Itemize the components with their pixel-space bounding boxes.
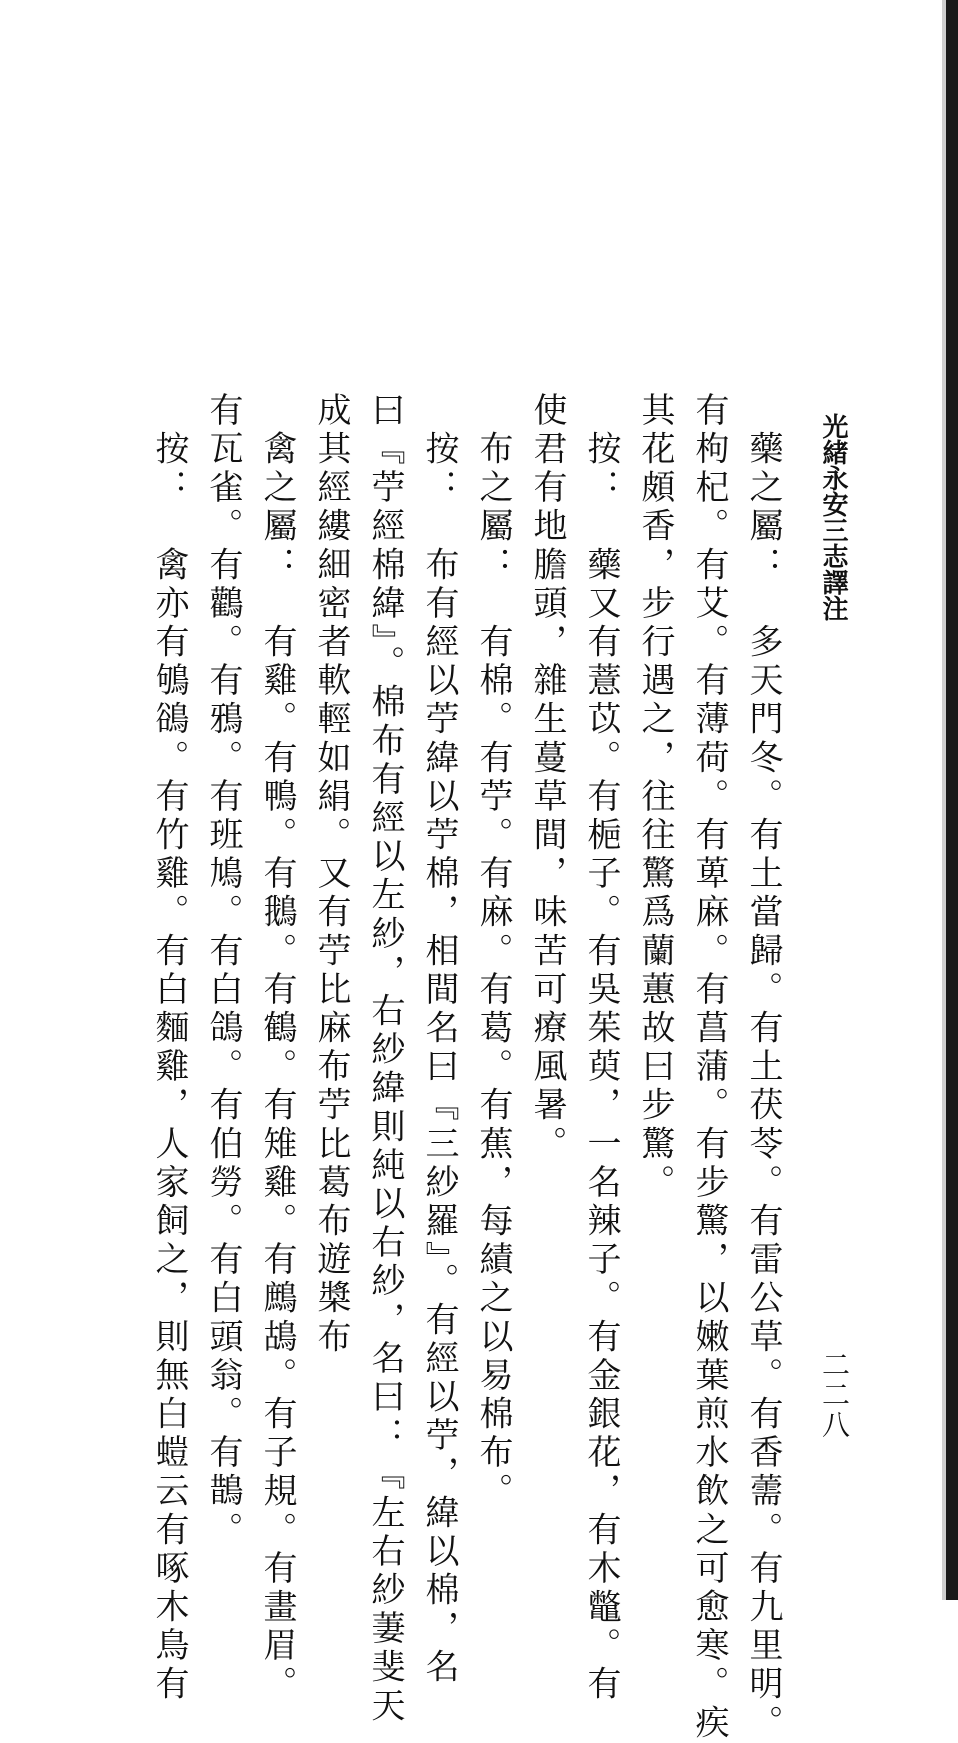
page-number: 二二八 <box>818 1350 851 1440</box>
text-column: 按： 藥又有薏苡。有梔子。有吳茱萸，一名辣子。有金銀花，有木鼈。有 <box>581 392 621 1705</box>
text-column: 按： 禽亦有鴝鵒。有竹雞。有白麵雞，人家飼之，則無白螘云有啄木鳥有 <box>149 392 189 1705</box>
text-column: 其花頗香，步行遇之，往往驚爲蘭蕙故曰步驚。 <box>635 392 675 1203</box>
text-column: 布之屬： 有棉。有苧。有麻。有葛。有蕉，每績之以易棉布。 <box>473 392 513 1512</box>
text-column: 曰『苧經棉緯』。棉布有經以左紗，右紗緯則純以右紗，名曰：『左右紗萋斐天 <box>365 392 405 1726</box>
book-title-header: 光緒永安三志譯注 <box>818 413 848 621</box>
text-column: 藥之屬： 多天門冬。有土當歸。有土茯苓。有雷公草。有香薷。有九里明。 <box>743 392 783 1743</box>
text-column: 使君有地膽頭，雜生蔓草間，味苦可療風暑。 <box>527 392 567 1164</box>
text-column: 禽之屬： 有雞。有鴨。有鵝。有鶴。有雉雞。有鷓鴣。有子規。有畫眉。 <box>257 392 297 1705</box>
text-column: 按： 布有經以苧緯以苧棉，相間名曰『三紗羅』。有經以苧，緯以棉，名 <box>419 392 459 1688</box>
text-column: 有枸杞。有艾。有薄荷。有萆麻。有菖蒲。有步驚，以嫩葉煎水飲之可愈寒。疾 <box>689 392 729 1743</box>
text-column: 成其經縷細密者軟輕如絹。又有苧比麻布苧比葛布遊槳布 <box>311 392 351 1357</box>
scan-edge <box>946 0 958 1600</box>
text-column: 有瓦雀。有鸛。有鴉。有班鳩。有白鴿。有伯勞。有白頭翁。有鵲。 <box>203 392 243 1550</box>
